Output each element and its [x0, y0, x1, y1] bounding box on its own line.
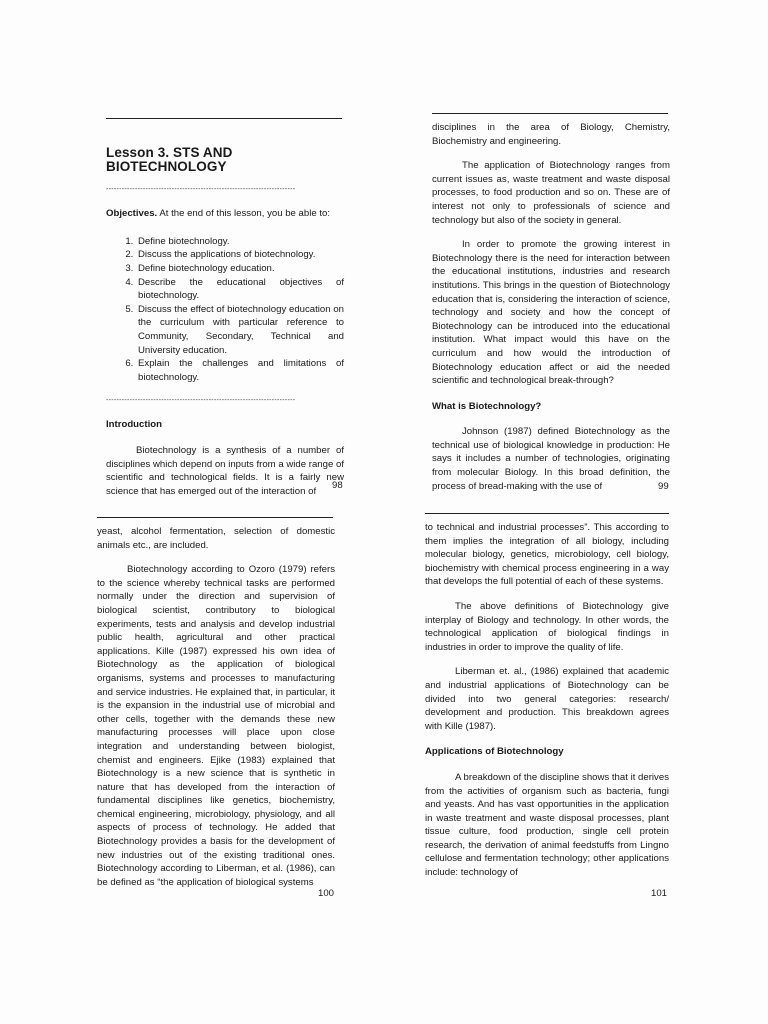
objective-item: 5. Discuss the effect of biotechnology education on the curriculum with particular reference to Community, Secondary, Technical and University education. [136, 303, 344, 357]
paragraph: Liberman et. al., (1986) explained that academic and industrial applications of Biotechnology can be divided into two general categories: research/ development and production. This breakdown agrees with Kille (1987). [425, 666, 669, 732]
page98-top-rule [106, 118, 342, 119]
objective-item: 4. Describe the educational objectives of biotechnology. [136, 276, 344, 303]
page100-top-rule [97, 517, 333, 518]
page-number: 99 [658, 481, 669, 492]
paragraph: The above definitions of Biotechnology give interplay of Biology and technology. In other words, the technological application of biological findings in industries in order to improve the quality of life. [425, 600, 669, 653]
paragraph: A breakdown of the discipline shows that it derives from the activities of organism such as bacteria, fungi and yeasts. And has vast opportunities in the application in waste treatment and waste disposal processes, plant tissue culture, food production, single cell protein research, the derivation of animal feedstuffs from Lingno cellulose and fermentation technology; other applications include: technology of [425, 771, 669, 879]
objectives-text: At the end of this lesson, you be able to: [157, 208, 331, 220]
objective-item: 6. Explain the challenges and limitations of biotechnology. [136, 357, 344, 384]
separator-line: ------------------------------------------------------------------------ [106, 397, 296, 405]
objectives-list [106, 235, 344, 385]
objective-item: 3. Define biotechnology education. [136, 262, 344, 276]
paragraph: yeast, alcohol fermentation, selection of domestic animals etc., are included. [97, 526, 335, 551]
paragraph: The application of Biotechnology ranges from current issues as, waste treatment and waste disposal processes, to food production and so on. These are of interest not only to professionals of science and technology but also of the society in general. [432, 160, 670, 226]
paragraph: Biotechnology according to Ozoro (1979) refers to the science whereby technical tasks are performed normally under the direction and supervision of biological scientist, contributory to biological experiments, tests and analysis and develop industrial public health, agricultural and other practical applications. Kille (1987) expressed his own idea of Biotechnology as the application of biological organisms, systems and processes to manufacturing and service industries. He explained that, in particular, it is the expansion in the industrial use of microbial and other cells, together with the demands these new manufacturing processes will place upon close integration and understanding between biologist, chemist and engineers. Ejike (1983) explained that Biotechnology is a new science that is synthetic in nature that has developed from the interaction of fundamental disciplines like genetics, biochemistry, chemical engineering, microbiology, physiology, and all aspects of process of technology. He added that Biotechnology provides a basis for the development of new industries out of the existing traditional ones. Biotechnology according to Liberman, et al. (1986), can be defined as “the application of biological systems [97, 564, 335, 888]
page-number: 101 [651, 888, 668, 899]
page-100 [97, 525, 335, 889]
objective-item: 1. Define biotechnology. [136, 235, 344, 249]
paragraph: to technical and industrial processes”. This according to them implies the integration of all biology, including molecular biology, genetics, microbiology, cell biology, biochemistry with chemical process engineering in a way that develops the full potential of each of these systems. [425, 522, 669, 588]
page-101 [425, 521, 669, 880]
objectives-label: Objectives. [106, 208, 158, 220]
page-number: 98 [332, 480, 343, 491]
introduction-paragraph: Biotechnology is a synthesis of a number of disciplines which depend on inputs from a wide range of scientific and technological fields. It is a fairly new science that has emerged out of the interaction of [106, 444, 344, 497]
page-number: 100 [318, 888, 335, 899]
paragraph: In order to promote the growing interest in Biotechnology there is the need for interaction between the educational institutions, industries and research institutions. This brings in the question of Biotechnology education that is, considering the interaction of science, technology and society and how the concept of Biotechnology can be introduced into the educational institution. What impact would this have on the curriculum and how would the introduction of Biotechnology education affect or aid the needed scientific and technological break-through? [432, 239, 670, 387]
paragraph: disciplines in the area of Biology, Chemistry, Biochemistry and engineering. [432, 122, 670, 147]
separator-line: ------------------------------------------------------------------------ [106, 186, 296, 194]
page101-top-rule [425, 513, 669, 514]
page99-top-rule [432, 113, 668, 114]
section-heading: What is Biotechnology? [432, 400, 542, 412]
section-heading: Applications of Biotechnology [425, 746, 564, 758]
page-99 [432, 121, 670, 493]
objective-item: 2. Discuss the applications of biotechnology. [136, 248, 344, 262]
page-98 [106, 146, 344, 498]
objectives-intro [106, 207, 344, 221]
paragraph: Johnson (1987) defined Biotechnology as the technical use of biological knowledge in production: He says it includes a number of technologies, originating from molecular Biology. In this broad definition, the process of bread-making with the use of [432, 426, 670, 492]
lesson-title: Lesson 3. STS AND BIOTECHNOLOGY [106, 145, 233, 174]
introduction-heading: Introduction [106, 419, 162, 431]
